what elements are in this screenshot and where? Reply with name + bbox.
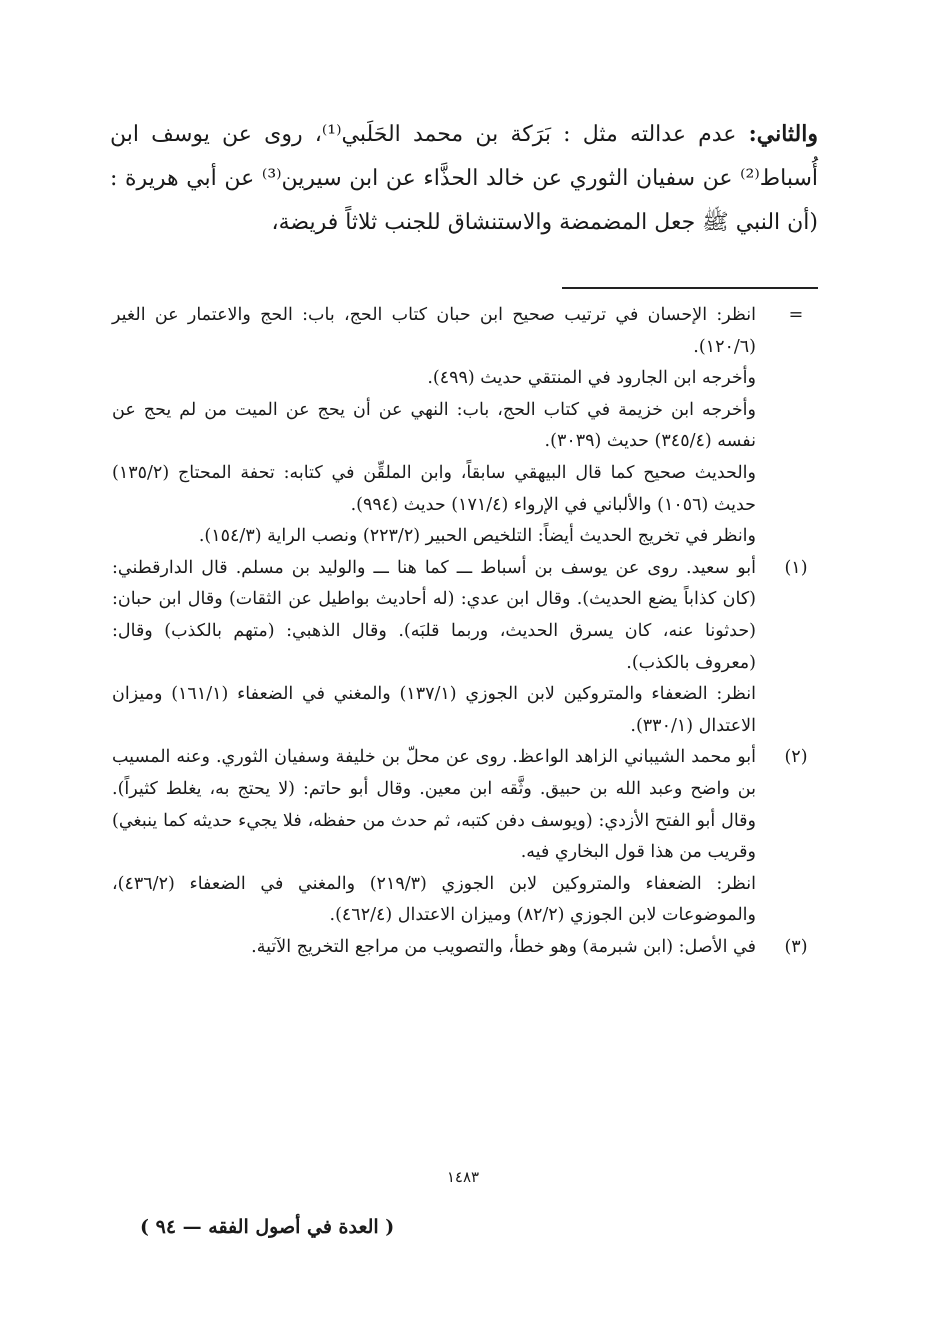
main-line-3: هريرة : (أن النبي ﷺ جعل المضمضة والاستنشاق للجنب ثلاثاً فريضة،	[110, 166, 818, 235]
footnote-paragraph: انظر: الضعفاء والمتروكين لابن الجوزي (١٣٧/١) والمغني في الضعفاء (١٦١/١) وميزان الاعتدال (٣٣٠/١).	[112, 684, 756, 736]
footnote-paragraph: انظر: الضعفاء والمتروكين لابن الجوزي (٢١٩/٣) والمغني في الضعفاء (٤٣٦/٢)، والموضوعات لابن الجوزي (٨٢/٢) وميزان الاعتدال (٤٦٢/٤).	[112, 873, 756, 926]
footnote-paragraph: في الأصل: (ابن شبرمة) وهو خطأ، والتصويب من مراجع التخريج الآتية.	[251, 936, 756, 957]
footnote-paragraph: وأخرجه ابن الجارود في المنتقي حديث (٤٩٩).	[427, 368, 756, 389]
footnote-2	[112, 742, 818, 932]
footnote-mark: (١)	[784, 557, 808, 578]
main-line-2: ابن أُسباط⁽²⁾ عن سفيان الثوري عن خالد الحذَّاء عن ابن سيرين⁽³⁾ عن أبي	[110, 122, 819, 191]
footnote-mark: =	[788, 305, 804, 325]
main-text	[110, 112, 818, 245]
footnote-paragraph: أبو محمد الشيباني الزاهد الواعظ. روى عن محلّ بن خليفة وسفيان الثوري. وعنه المسيب بن واضح وعبد الله بن حبيق. وثَّقه ابن معين. وقال أبو حاتم: (لا يحتج به، يغلط كثيراً). وقال أبو الفتح الأزدي: (ويوسف دفن كتبه، ثم حدث من حفظه، فلا يجيء حديثه كما ينبغي) وقريب من هذا قول البخاري فيه.	[112, 747, 756, 863]
footnotes	[112, 300, 818, 963]
footnote-mark: (٣)	[784, 936, 808, 957]
footnote-paragraph: أبو سعيد. روى عن يوسف بن أسباط ـــ كما هنا ـــ والوليد بن مسلم. قال الدارقطني: (كان كذاباً يضع الحديث). وقال ابن عدي: (له أحاديث بواطيل عن الثقات) وقال ابن حبان: (حدثونا عنه، كان يسرق الحديث، وربما قلبَه). وقال الذهبي: (متهم بالكذب) وقال: (معروف بالكذب).	[112, 557, 756, 673]
main-line-1: عدم عدالته مثل : بَرَكة بن محمد الحَلَبي⁽¹⁾، روى عن يوسف	[151, 122, 737, 147]
footnote-paragraph: وانظر في تخريج الحديث أيضاً: التلخيص الحبير (٢٢٣/٢) ونصب الراية (١٥٤/٣).	[198, 526, 756, 547]
footnote-3	[112, 932, 818, 964]
footnote-paragraph: انظر: الإحسان في ترتيب صحيح ابن حبان كتاب الحج، باب: الحج والاعتمار عن الغير (١٢٠/٦).	[112, 305, 756, 357]
footnote-mark: (٢)	[784, 747, 808, 768]
footnote-paragraph: وأخرجه ابن خزيمة في كتاب الحج، باب: النهي عن أن يحج عن الميت من لم يحج عن نفسه (٣٤٥/٤) حديث (٣٠٣٩).	[112, 399, 756, 452]
main-lead-word: والثاني:	[748, 121, 818, 147]
footnote-continued	[112, 300, 818, 553]
footnote-paragraph: والحديث صحيح كما قال البيهقي سابقاً، وابن الملقِّن في كتابه: تحفة المحتاج (١٣٥/٢) حديث (١٠٥٦) والألباني في الإرواء (١٧١/٤) حديث (٩٩٤).	[112, 462, 756, 515]
footnote-separator	[562, 287, 818, 289]
page-number: ١٤٨٣	[446, 1168, 480, 1186]
running-title: ( العدة في أصول الفقه — ٩٤ )	[140, 1216, 395, 1238]
footnote-1	[112, 553, 818, 743]
